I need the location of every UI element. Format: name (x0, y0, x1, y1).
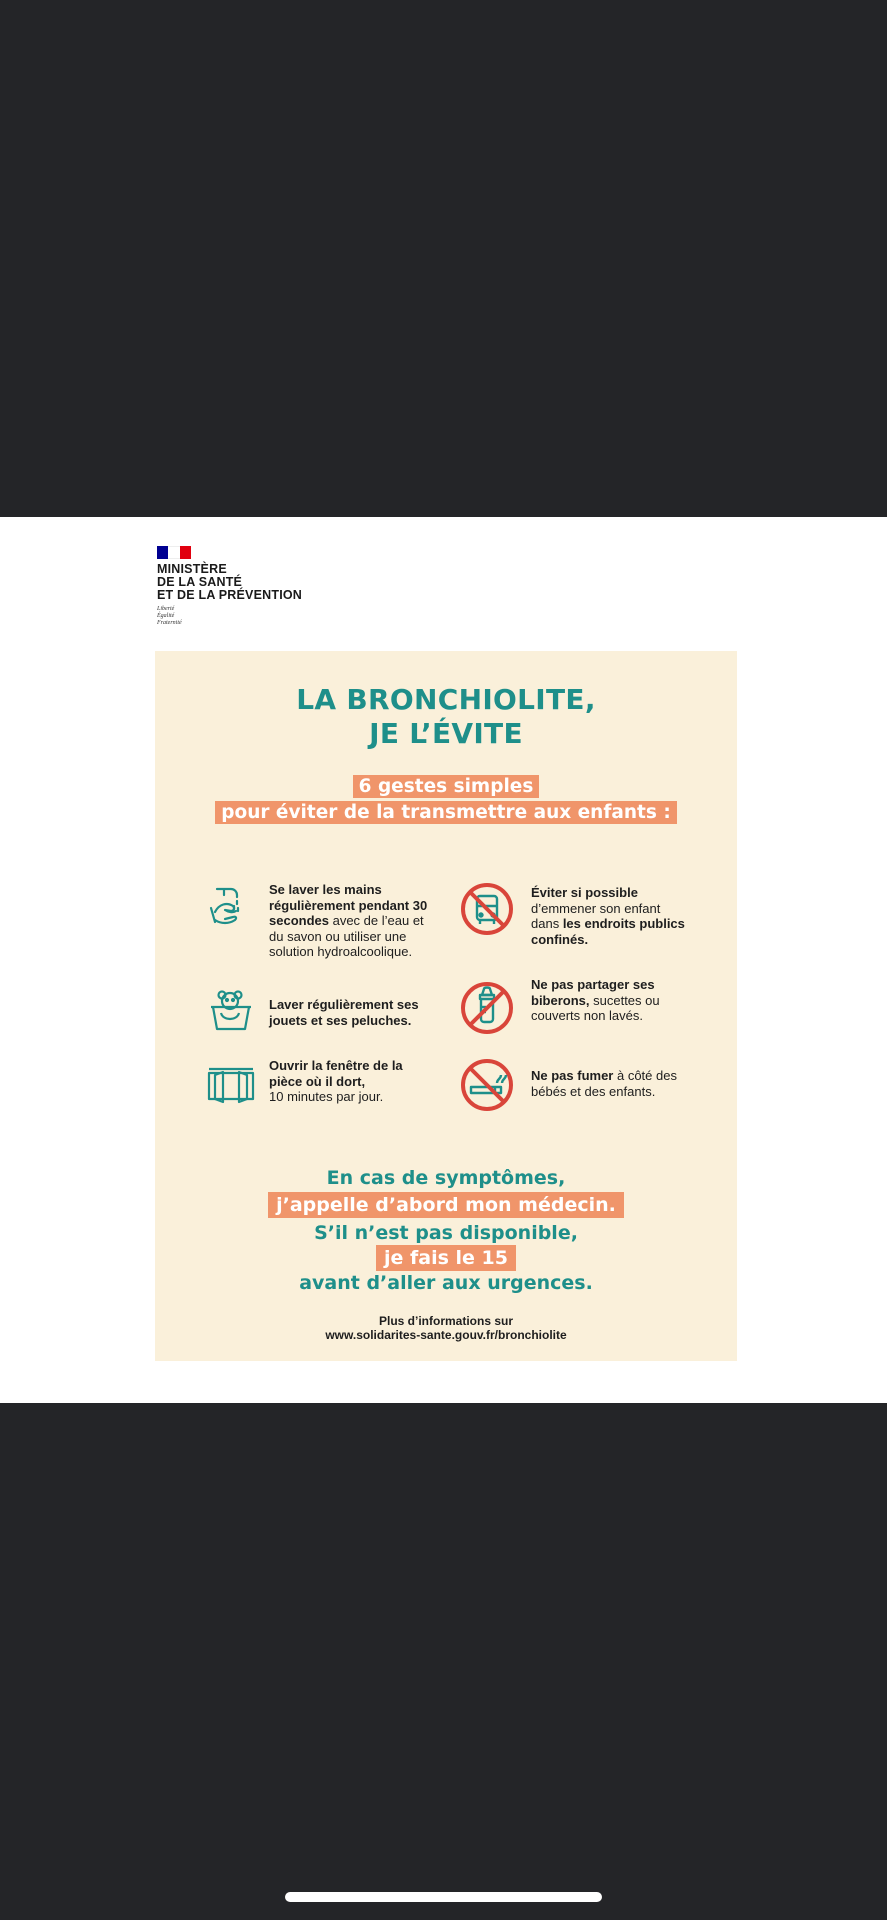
tip-text-line: confinés. (531, 931, 589, 947)
subtitle-highlight: 6 gestes simples (353, 775, 540, 798)
republic-motto (157, 606, 302, 627)
motto-line: Égalité (157, 613, 175, 619)
open-window-icon (207, 1063, 255, 1111)
home-indicator[interactable] (285, 1892, 602, 1902)
subtitle-highlight: pour éviter de la transmettre aux enfants : (215, 801, 676, 824)
symptoms-highlight: je fais le 15 (376, 1245, 516, 1271)
motto-line: Liberté (157, 606, 175, 612)
tip-text (269, 1058, 403, 1105)
tip-text-line: Ne pas partager ses (531, 977, 655, 992)
tip-text-line: secondes avec de l’eau et (269, 913, 424, 928)
symptoms-line: S’il n’est pas disponible, (314, 1222, 578, 1244)
tip-text-line: dans les endroits publics (531, 916, 685, 931)
ministry-logo (157, 546, 302, 627)
french-flag-icon (157, 546, 191, 559)
symptoms-line (155, 1194, 737, 1216)
tip-text (269, 997, 419, 1028)
toy-wash-icon (207, 987, 255, 1035)
tip-text (531, 885, 685, 947)
ministry-name (157, 563, 302, 602)
bronchiolitis-poster (155, 651, 737, 1361)
no-smoking-icon (459, 1057, 515, 1113)
ministry-name-line: DE LA SANTÉ (157, 575, 243, 589)
handwash-icon (207, 882, 255, 930)
ministry-name-line: MINISTÈRE (157, 562, 227, 576)
symptoms-line (155, 1247, 737, 1269)
tip-text-line: 10 minutes par jour. (269, 1089, 384, 1104)
tip-text-line: d’emmener son enfant (531, 900, 661, 916)
ministry-name-line: ET DE LA PRÉVENTION (157, 588, 303, 602)
tip-text-line: du savon ou utiliser une (269, 928, 407, 944)
symptoms-highlight: j’appelle d’abord mon médecin. (268, 1192, 624, 1218)
tip-text-line: Éviter si possible (531, 885, 638, 900)
tip-text-line: couverts non lavés. (531, 1008, 644, 1023)
tip-text (531, 977, 660, 1024)
symptoms-heading: En cas de symptômes, (326, 1167, 566, 1189)
no-bottle-sharing-icon (459, 980, 515, 1036)
poster-title-line: LA BRONCHIOLITE, (296, 683, 596, 716)
tip-text-line: jouets et ses peluches. (269, 1012, 412, 1028)
tip-text (269, 882, 427, 960)
tip-text-line: bébés et des enfants. (531, 1083, 656, 1099)
more-info-link[interactable]: www.solidarites-sante.gouv.fr/bronchiolite (325, 1328, 567, 1342)
poster-title-line: JE L’ÉVITE (369, 717, 523, 750)
no-public-transport-icon (459, 881, 515, 937)
tip-text-line: Ne pas fumer à côté des (531, 1068, 677, 1083)
tip-text-line: solution hydroalcoolique. (269, 944, 413, 959)
tip-text-line: régulièrement pendant 30 (269, 897, 428, 913)
motto-line: Fraternité (157, 620, 182, 626)
symptoms-line: avant d’aller aux urgences. (299, 1272, 593, 1294)
tip-text-line: biberons, sucettes ou (531, 992, 660, 1008)
tip-text-line: Laver régulièrement ses (269, 997, 419, 1012)
tip-text-line: Se laver les mains (269, 882, 382, 897)
more-info-label: Plus d’informations sur (378, 1314, 513, 1328)
tip-text-line: pièce où il dort, (269, 1073, 366, 1089)
tip-text (531, 1068, 677, 1099)
tip-text-line: Ouvrir la fenêtre de la (269, 1058, 403, 1073)
